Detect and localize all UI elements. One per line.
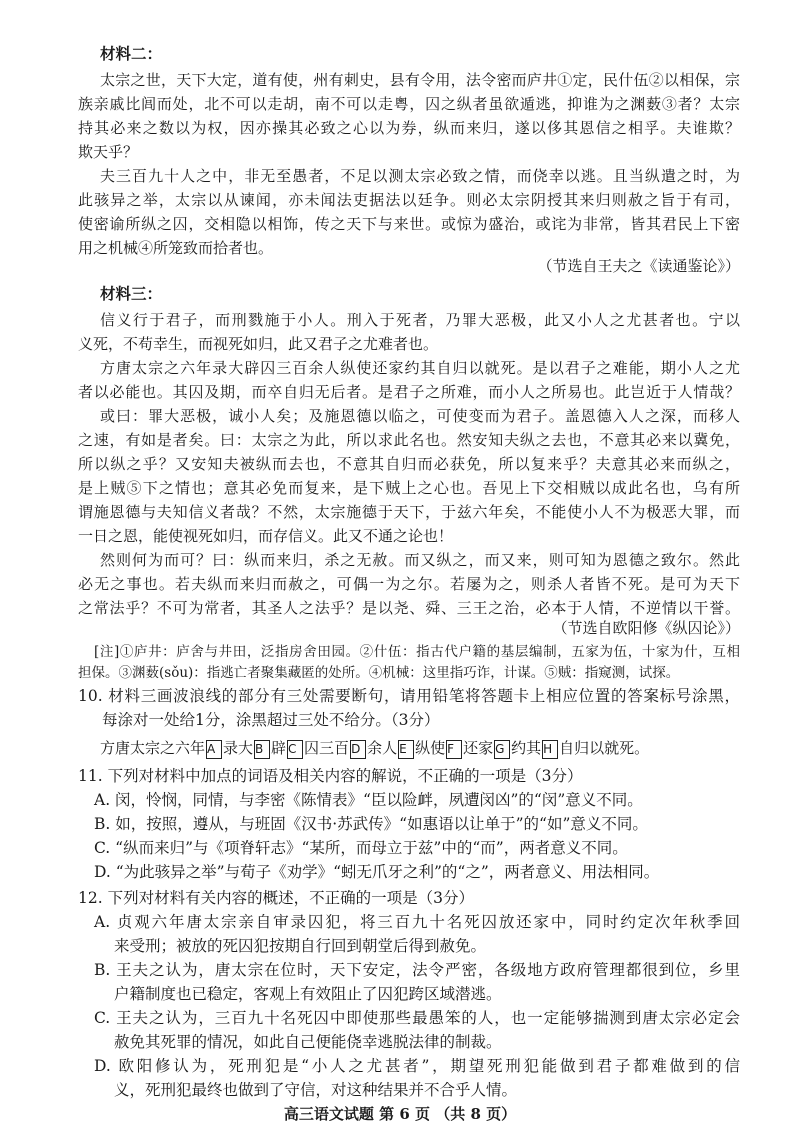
sentence-segment: 还家 <box>463 739 494 757</box>
question-12-stem: 12. 下列对材料有关内容的概述，不正确的一项是（3分） <box>78 889 474 907</box>
material2-line: 夫三百九十人之中，非无至愚者，不足以测太宗必致之情，而侥幸以逃。且当纵遣之时，为 <box>100 167 740 185</box>
material3-line: 然则何为而可？曰：纵而来归，杀之无赦。而又纵之，而又来，则可知为恩德之致尔。然此 <box>100 551 740 569</box>
material3-line: 方唐太宗之六年录大辟囚三百余人纵使还家约其自归以就死。是以君子之难能，期小人之尤 <box>100 359 740 377</box>
sentence-segment: 自归以就死。 <box>559 739 650 757</box>
sentence-segment: 辟 <box>271 739 287 757</box>
annotation-line: [注]①庐井：庐舍与井田，泛指房舍田园。②什伍：指古代户籍的基层编制，五家为伍，十家为什，互相 <box>94 644 740 660</box>
material3-line: 义死，不苟幸生，而视死如归，此又君子之尤难者也。 <box>78 335 439 353</box>
question-12-option-b-cont: 户籍制度也已稳定，客观上有效阻止了囚犯跨区域潜逃。 <box>114 985 502 1003</box>
break-marker-H[interactable]: H <box>542 740 558 759</box>
question-10-stem: 每涂对一处给1分，涂黑超过三处不给分。（3分） <box>102 711 440 729</box>
sentence-segment: 囚三百 <box>304 739 350 757</box>
question-12-option-a: A. 贞观六年唐太宗亲自审录囚犯，将三百九十名死囚放还家中，同时约定次年秋季回 <box>94 913 740 931</box>
material3-line: 之速，有如是者矣。曰：太宗之为此，所以求此名也。然安知夫纵之去也，不意其必来以冀免， <box>78 431 740 449</box>
question-12-option-c: C. 王夫之认为，三百九十名死囚中即使那些最愚笨的人，也一定能够揣测到唐太宗必定会 <box>94 1009 740 1027</box>
question-12-option-c-cont: 赦免其死罪的情况，如此自己便能侥幸逃脱法律的制裁。 <box>114 1033 502 1051</box>
material2-line: 持其必来之数以为权，因亦操其必致之心以为券，纵而来归，遂以侈其恩信之相孚。夫谁欺？ <box>78 119 740 137</box>
material2-line: 使密谕所纵之囚，交相隐以相饰，传之天下与来世。或惊为盛治，或诧为非常，皆其君民上下密 <box>78 215 740 233</box>
question-12-option-a-cont: 来受刑；被放的死囚犯按期自行回到朝堂后得到赦免。 <box>114 937 487 955</box>
material2-source: （节选自王夫之《读通鉴论》） <box>537 257 740 275</box>
break-marker-G[interactable]: G <box>494 740 510 759</box>
material2-line: 太宗之世，天下大定，道有使，州有刺史，县有令用，法令密而庐井①定，民什伍②以相保，宗 <box>100 71 740 89</box>
annotation-line: 担保。③渊薮(sǒu)：指逃亡者聚集藏匿的处所。④机械：这里指巧诈，计谋。⑤贼：指窥测，试探。 <box>78 665 680 681</box>
question-11-stem: 11. 下列对材料中加点的词语及相关内容的解说，不正确的一项是（3分） <box>78 767 583 785</box>
break-marker-E[interactable]: E <box>398 740 414 759</box>
material2-line: 用之机械④所笼致而拾者也。 <box>78 239 274 257</box>
break-marker-A[interactable]: A <box>206 740 222 759</box>
material2-line: 族亲戚比闾而处，北不可以走胡，南不可以走粤，囚之纵者虽欲遁逃，抑谁为之渊薮③者？太宗 <box>78 95 740 113</box>
sentence-segment: 余人 <box>367 739 398 757</box>
page-footer: 高三语文试题 第 6 页 （共 8 页） <box>283 1105 517 1123</box>
sentence-segment: 纵使 <box>415 739 446 757</box>
question-11-option-a: A. 闵，怜悯，同情，与李密《陈情表》“臣以险衅，夙遭闵凶”的“闵”意义不同。 <box>94 791 643 809</box>
question-10-stem: 10. 材料三画波浪线的部分有三处需要断句，请用铅笔将答题卡上相应位置的答案标号涂黑， <box>78 687 740 705</box>
material2-line: 欺天乎？ <box>78 143 139 161</box>
question-11-option-d: D. “为此骇异之举”与荀子《劝学》“蚓无爪牙之利”的“之”，两者意义、用法相同。 <box>94 863 660 881</box>
material3-line: 之常法乎？不可为常者，其圣人之法乎？是以尧、舜、三王之治，必本于人情，不逆情以干誉。 <box>78 599 740 617</box>
material3-source: （节选自欧阳修《纵囚论》） <box>552 619 740 637</box>
question-12-option-d: D. 欧阳修认为，死刑犯是“小人之尤甚者”，期望死刑犯能做到君子都难做到的信 <box>94 1057 740 1075</box>
material3-line: 必无之事也。若夫纵而来归而赦之，可偶一为之尔。若屡为之，则杀人者皆不死。是可为天下 <box>78 575 740 593</box>
material3-line: 或曰：罪大恶极，诚小人矣；及施恩德以临之，可使变而为君子。盖恩德入人之深，而移人 <box>100 407 740 425</box>
break-marker-D[interactable]: D <box>350 740 366 759</box>
material3-heading: 材料三： <box>100 284 163 303</box>
sentence-segment: 约其 <box>511 739 542 757</box>
sentence-segment: 方唐太宗之六年 <box>100 739 206 757</box>
material2-heading: 材料二： <box>100 44 163 63</box>
sentence-segment: 录大 <box>223 739 254 757</box>
material3-line: 是上贼⑤下之情也；意其必免而复来，是下贼上之心也。吾见上下交相贼以成此名也，乌有所 <box>78 479 740 497</box>
material2-line: 此骇异之举，太宗以从谏闻，亦未闻法吏据法以廷争。则必太宗阴授其来归则赦之旨于有司， <box>78 191 740 209</box>
break-marker-B[interactable]: B <box>254 740 270 759</box>
question-10-sentence <box>100 736 740 760</box>
break-marker-F[interactable]: F <box>446 740 462 759</box>
break-marker-C[interactable]: C <box>287 740 303 759</box>
material3-line: 一日之恩，能使视死如归，而存信义。此又不通之论也！ <box>78 527 454 545</box>
material3-line: 者以必能也。其囚及期，而卒自归无后者。是君子之所难，而小人之所易也。此岂近于人情哉？ <box>78 383 740 401</box>
material3-line: 信义行于君子，而刑戮施于小人。刑入于死者，乃罪大恶极，此又小人之尤甚者也。宁以 <box>100 311 740 329</box>
question-11-option-b: B. 如，按照，遵从，与班固《汉书·苏武传》“如惠语以让单于”的“如”意义不同。 <box>94 815 648 833</box>
question-12-option-d-cont: 义，死刑犯最终也做到了守信，对这种结果并不合乎人情。 <box>114 1081 518 1099</box>
material3-line: 谓施恩德与夫知信义者哉？不然，太宗施德于天下，于兹六年矣，不能使小人不为极恶大罪，而 <box>78 503 740 521</box>
material3-line: 所以纵之乎？又安知夫被纵而去也，不意其自归而必获免，所以复来乎？夫意其必来而纵之， <box>78 455 740 473</box>
question-11-option-c: C. “纵而来归”与《项脊轩志》“某所，而母立于兹”中的“而”，两者意义不同。 <box>94 839 628 857</box>
question-12-option-b: B. 王夫之认为，唐太宗在位时，天下安定，法令严密，各级地方政府管理都很到位，乡里 <box>94 961 740 979</box>
